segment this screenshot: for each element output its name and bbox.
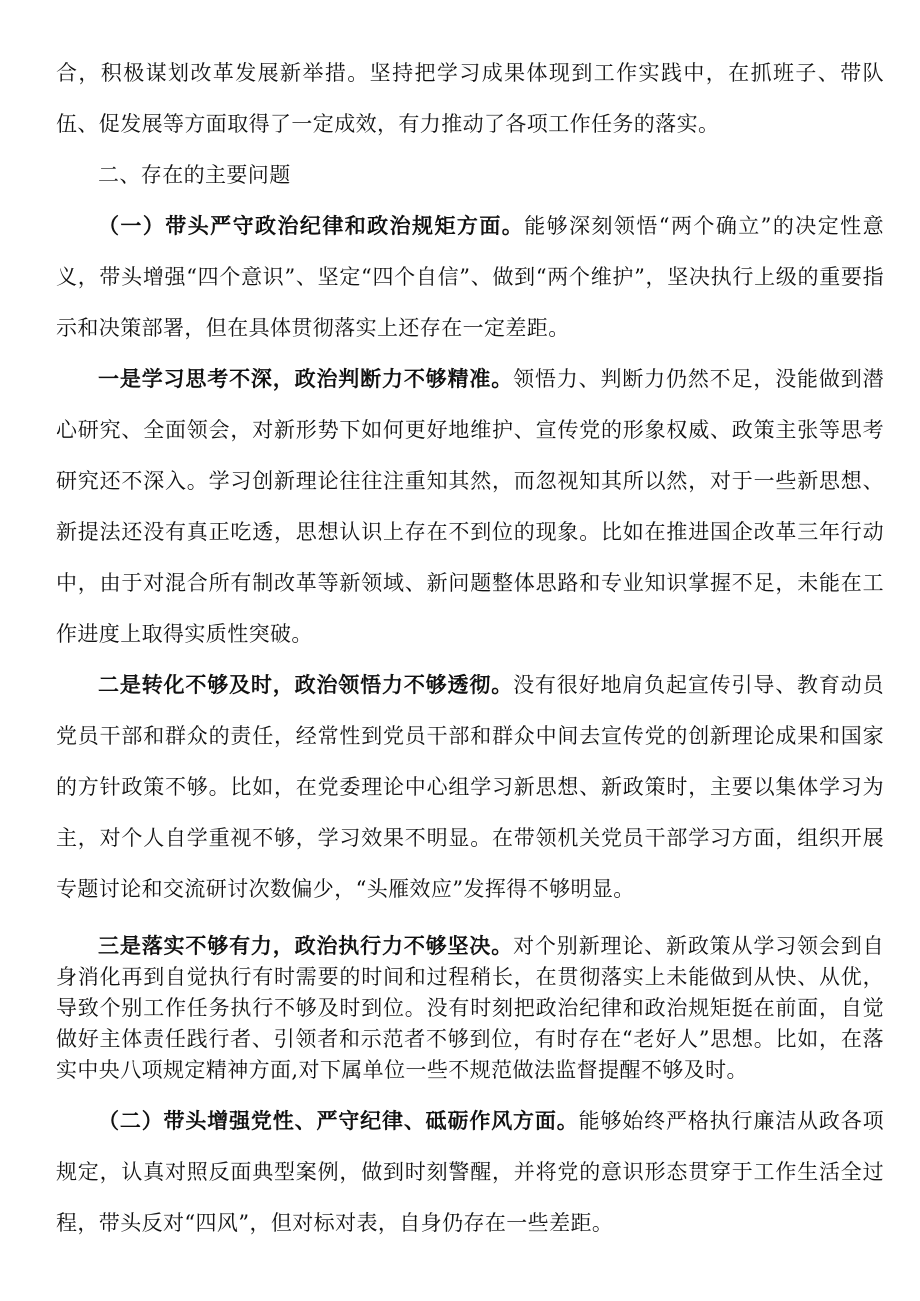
paragraph-point-1: [56, 354, 884, 660]
paragraph-subsection-1: [56, 201, 884, 354]
section-heading-text: 二、存在的主要问题: [98, 163, 291, 187]
subsection-title: （一）带头严守政治纪律和政治规矩方面。: [98, 214, 525, 238]
subsection-title: （二）带头增强党性、严守纪律、砥砺作风方面。: [98, 1109, 579, 1133]
section-heading: [56, 150, 884, 201]
paragraph-point-3: [56, 931, 884, 1086]
point-title: 一是学习思考不深，政治判断力不够精准。: [98, 367, 514, 391]
paragraph-text: 领悟力、判断力仍然不足，没能做到潜心研究、全面领会，对新形势下如何更好地维护、宣传党的形象权威、政策主张等思考研究还不深入。学习创新理论往往注重知其然，而忽视知其所以然，对于一些新思想、新提法还没有真正吃透，思想认识上存在不到位的现象。比如在推进国企改革三年行动中，由于对混合所有制改革等新领域、新问题整体思路和专业知识掌握不足，未能在工作进度上取得实质性突破。: [56, 367, 884, 646]
paragraph-text: 没有很好地肩负起宣传引导、教育动员党员干部和群众的责任，经常性到党员干部和群众中间去宣传党的创新理论成果和国家的方针政策不够。比如，在党委理论中心组学习新思想、新政策时，主要以集体学习为主，对个人自学重视不够，学习效果不明显。在带领机关党员干部学习方面，组织开展专题讨论和交流研讨次数偏少，“头雁效应”发挥得不够明显。: [56, 673, 884, 901]
paragraph-text: 对个别新理论、新政策从学习领会到自身消化再到自觉执行有时需要的时间和过程稍长，在贯彻落实上未能做到从快、从优，导致个别工作任务执行不够及时到位。没有时刻把政治纪律和政治规矩挺在前面，自觉做好主体责任践行者、引领者和示范者不够到位，有时存在“老好人”思想。比如，在落实中央八项规定精神方面,对下属单位一些不规范做法监督提醒不够及时。: [56, 934, 884, 1082]
paragraph-text: 合，积极谋划改革发展新举措。坚持把学习成果体现到工作实践中，在抓班子、带队伍、促发展等方面取得了一定成效，有力推动了各项工作任务的落实。: [56, 61, 884, 136]
point-title: 二是转化不够及时，政治领悟力不够透彻。: [98, 673, 514, 697]
paragraph-continuation: [56, 48, 884, 150]
document-page: [56, 48, 884, 1249]
paragraph-text: 能够深刻领悟“两个确立”的决定性意义，带头增强“四个意识”、坚定“四个自信”、做到“两个维护”，坚决执行上级的重要指示和决策部署，但在具体贯彻落实上还存在一定差距。: [56, 214, 884, 340]
paragraph-text: 能够始终严格执行廉洁从政各项规定，认真对照反面典型案例，做到时刻警醒，并将党的意识形态贯穿于工作生活全过程，带头反对“四风”，但对标对表，自身仍存在一些差距。: [56, 1109, 884, 1235]
paragraph-point-2: [56, 660, 884, 915]
point-title: 三是落实不够有力，政治执行力不够坚决。: [98, 934, 514, 958]
paragraph-subsection-2: [56, 1096, 884, 1249]
